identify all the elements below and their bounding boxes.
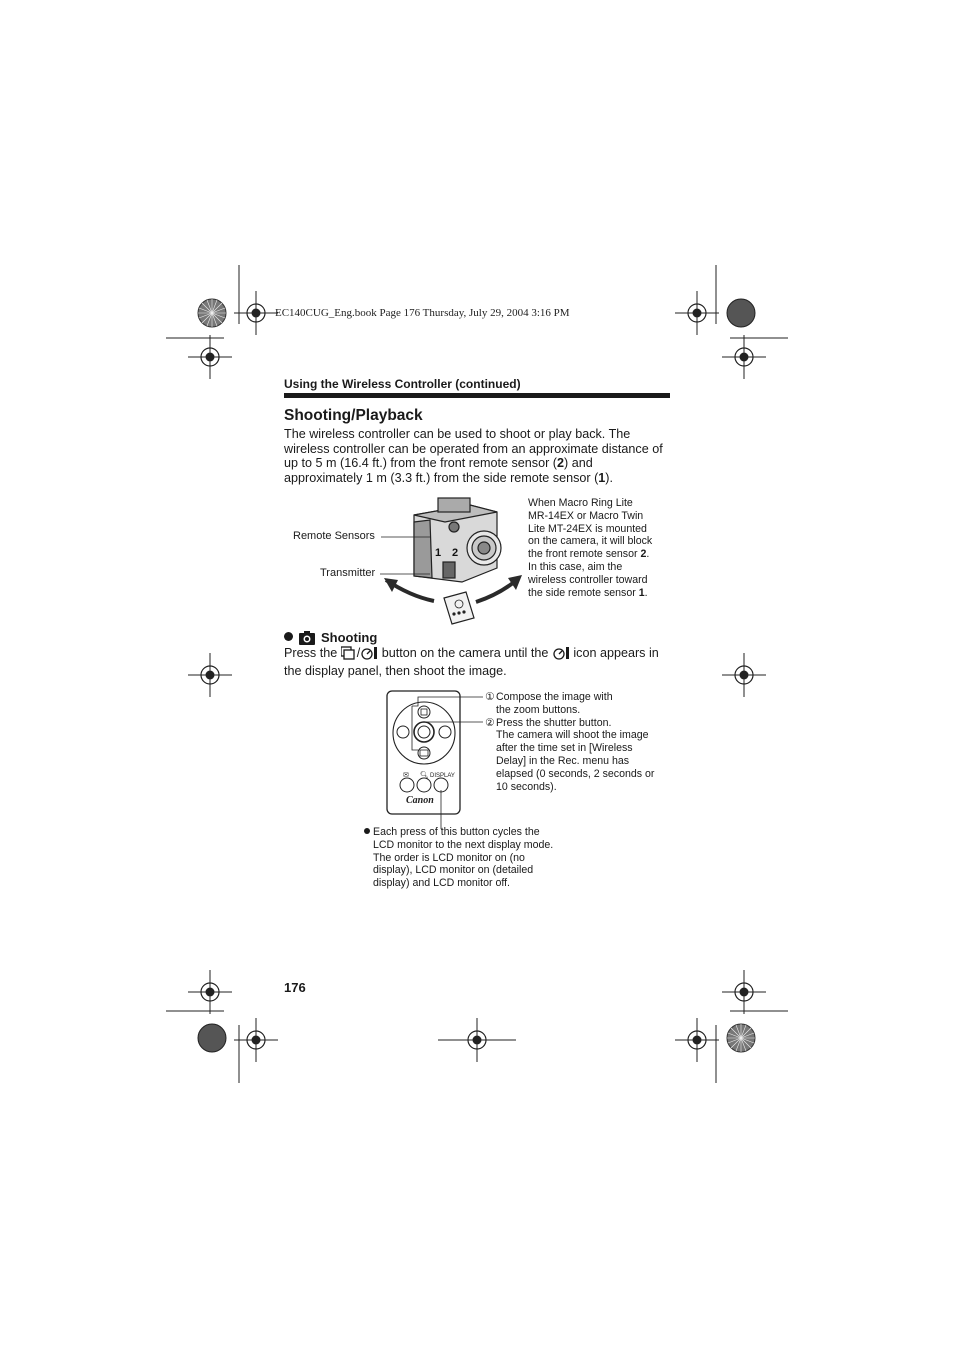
note-line: wireless controller toward xyxy=(528,573,648,586)
display-button xyxy=(434,778,448,792)
section-label: Using the Wireless Controller (continued) xyxy=(284,377,521,391)
sensor-2-label: 2 xyxy=(452,547,459,559)
intro-line: approximately 1 m (3.3 ft.) from the side remote sensor (1). xyxy=(284,470,613,485)
intro-line: The wireless controller can be used to shoot or play back. The xyxy=(284,427,631,441)
remote-sensors-label: Remote Sensors xyxy=(293,530,375,542)
step-2: ② Press the shutter button. xyxy=(485,716,612,729)
note-line: the side remote sensor 1. xyxy=(528,586,648,599)
intro-line: up to 5 m (16.4 ft.) from the front remote sensor (2) and xyxy=(284,456,593,471)
sensor-1-label: 1 xyxy=(435,547,442,559)
display-button-note: Each press of this button cycles the LCD monitor to the next display mode. The order is LCD monitor on (no display), LCD monitor on (detailed display) and LCD monitor off. xyxy=(364,826,569,890)
shooting-instructions: Press the / button on the camera until the icon appears in the display panel, then shoot the image. xyxy=(284,646,659,678)
right-button xyxy=(439,726,451,738)
note-line: the front remote sensor 2. xyxy=(528,548,650,561)
step-1: ① Compose the image with xyxy=(485,691,613,703)
note-line: on the camera, it will block xyxy=(528,535,653,548)
canon-logo: Canon xyxy=(406,795,434,806)
transmitter-label: Transmitter xyxy=(320,567,376,579)
magnify-button xyxy=(417,778,431,792)
left-button xyxy=(397,726,409,738)
shooting-heading-text: Shooting xyxy=(321,630,378,645)
print-header: EC140CUG_Eng.book Page 176 Thursday, July 29, 2004 3:16 PM xyxy=(275,307,570,319)
note-line: In this case, aim the xyxy=(528,560,623,573)
display-label: DISPLAY xyxy=(430,773,455,779)
note-line: When Macro Ring Lite xyxy=(528,497,633,509)
playback-button xyxy=(400,778,414,792)
playback-icon: ✉ xyxy=(403,771,409,779)
note-line: Lite MT-24EX is mounted xyxy=(528,522,647,535)
page-title: Shooting/Playback xyxy=(284,407,423,424)
note-line: MR-14EX or Macro Twin xyxy=(528,509,644,522)
controller-steps: ① Compose the image with the zoom buttons. ② Press the shutter button. The camera will shoot the image after the time set in [Wireless Delay] in the Rec. menu has elapsed (0 seconds, 2 seconds or 10 seconds). xyxy=(485,691,670,793)
zoom-tele-button xyxy=(418,706,430,718)
magnify-icon: 🔍︎ xyxy=(420,771,429,779)
intro-line: wireless controller can be operated from an approximate distance of xyxy=(284,441,663,456)
bullet-icon xyxy=(364,828,370,834)
page-number: 176 xyxy=(284,980,306,995)
